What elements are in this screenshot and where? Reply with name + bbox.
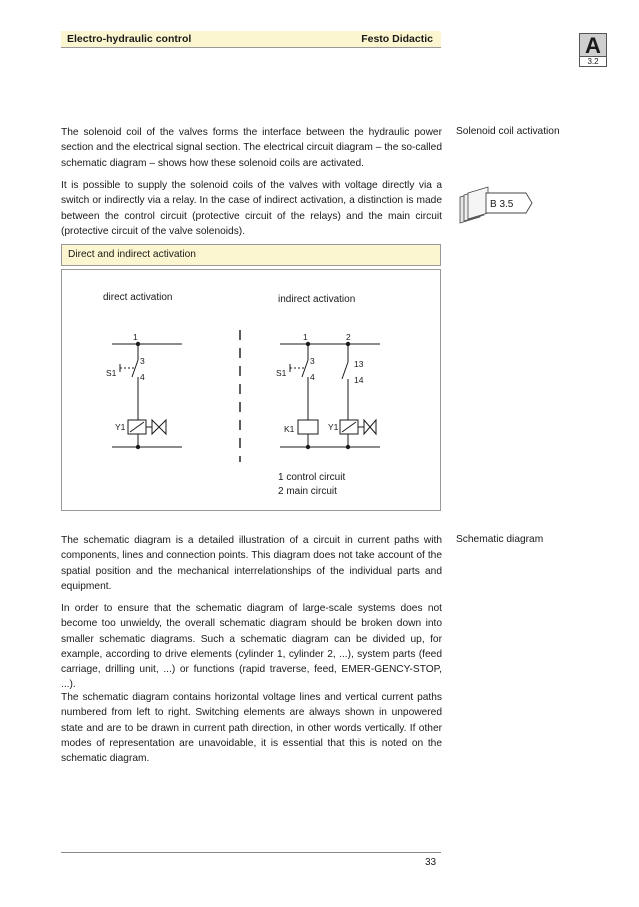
y1-direct-label: Y1: [115, 422, 126, 432]
section-letter: A: [580, 34, 606, 56]
legend-control-circuit: 1 control circuit: [278, 472, 346, 483]
s1-indirect-label: S1: [276, 368, 287, 378]
contact-13: 13: [354, 359, 364, 369]
y1-indirect-label: Y1: [328, 422, 339, 432]
circuit-figure: [61, 269, 441, 511]
section-number: 3.2: [580, 56, 606, 67]
margin-note-schematic: Schematic diagram: [456, 534, 544, 545]
publisher-name: Festo Didactic: [361, 33, 433, 45]
book-icon: [456, 183, 536, 225]
figure-title-bar: [61, 244, 441, 266]
header-bar: [61, 31, 441, 48]
contact-4-direct: 4: [140, 372, 145, 382]
footer-rule: [61, 852, 441, 853]
schematic-diagram: [62, 270, 440, 510]
contact-3-indirect: 3: [310, 356, 315, 366]
k1-contact: [342, 362, 348, 379]
legend-main-circuit: 2 main circuit: [278, 486, 337, 497]
path-number-1-direct: 1: [133, 332, 138, 342]
path-number-1-indirect: 1: [303, 332, 308, 342]
contact-3-direct: 3: [140, 356, 145, 366]
document-title: Electro-hydraulic control: [67, 33, 192, 45]
path-number-2-indirect: 2: [346, 332, 351, 342]
k1-label: K1: [284, 424, 295, 434]
contact-14: 14: [354, 375, 364, 385]
paragraph-breakdown: In order to ensure that the schematic diagram of large-scale systems does not become too unwieldy, the overall schematic diagram should be broken down into smaller schematic diagrams. Such a schematic diagram can be divided up, for example, according to drive elements (cylinder 1, cylinder 2, ...), system parts (feed carriage, drilling unit, ...) or functions (rapid traverse, feed, EMER-GENCY-STOP, ...).: [61, 603, 442, 691]
section-tab: [579, 33, 607, 67]
paragraph-schematic-definition: The schematic diagram is a detailed illustration of a circuit in current paths with components, lines and connection points. This diagram does not take account of the spatial position and the mechanical interrelationships of the individual parts and equipment.: [61, 535, 442, 592]
figure-title: Direct and indirect activation: [68, 249, 196, 260]
s1-direct-label: S1: [106, 368, 117, 378]
paragraph-solenoid-interface: The solenoid coil of the valves forms the interface between the hydraulic power section and the electrical signal section. The electrical circuit diagram – the so-called schematic diagram – shows how these solenoid coils are activated.: [61, 127, 442, 169]
page-number: 33: [425, 857, 437, 868]
k1-relay-coil: [298, 420, 318, 434]
direct-activation-label: direct activation: [103, 292, 173, 303]
paragraph-activation: It is possible to supply the solenoid coils of the valves with voltage directly via a switch or indirectly via a relay. In the case of indirect activation, a distinction is made between the control circuit (protective circuit of the relays) and the main circuit (protective circuit of the valve solenoids).: [61, 180, 442, 237]
reference-label: B 3.5: [490, 199, 514, 210]
book-reference: [456, 183, 536, 225]
indirect-activation-label: indirect activation: [278, 294, 356, 305]
margin-note-solenoid: Solenoid coil activation: [456, 126, 560, 137]
paragraph-voltage-lines: The schematic diagram contains horizontal voltage lines and vertical current paths numbered from left to right. Switching elements are always shown in unpowered state and are to be drawn in current path direction, in other words vertically. If other modes of representation are unavoidable, it is essential that this is noted on the schematic diagram.: [61, 692, 442, 765]
contact-4-indirect: 4: [310, 372, 315, 382]
